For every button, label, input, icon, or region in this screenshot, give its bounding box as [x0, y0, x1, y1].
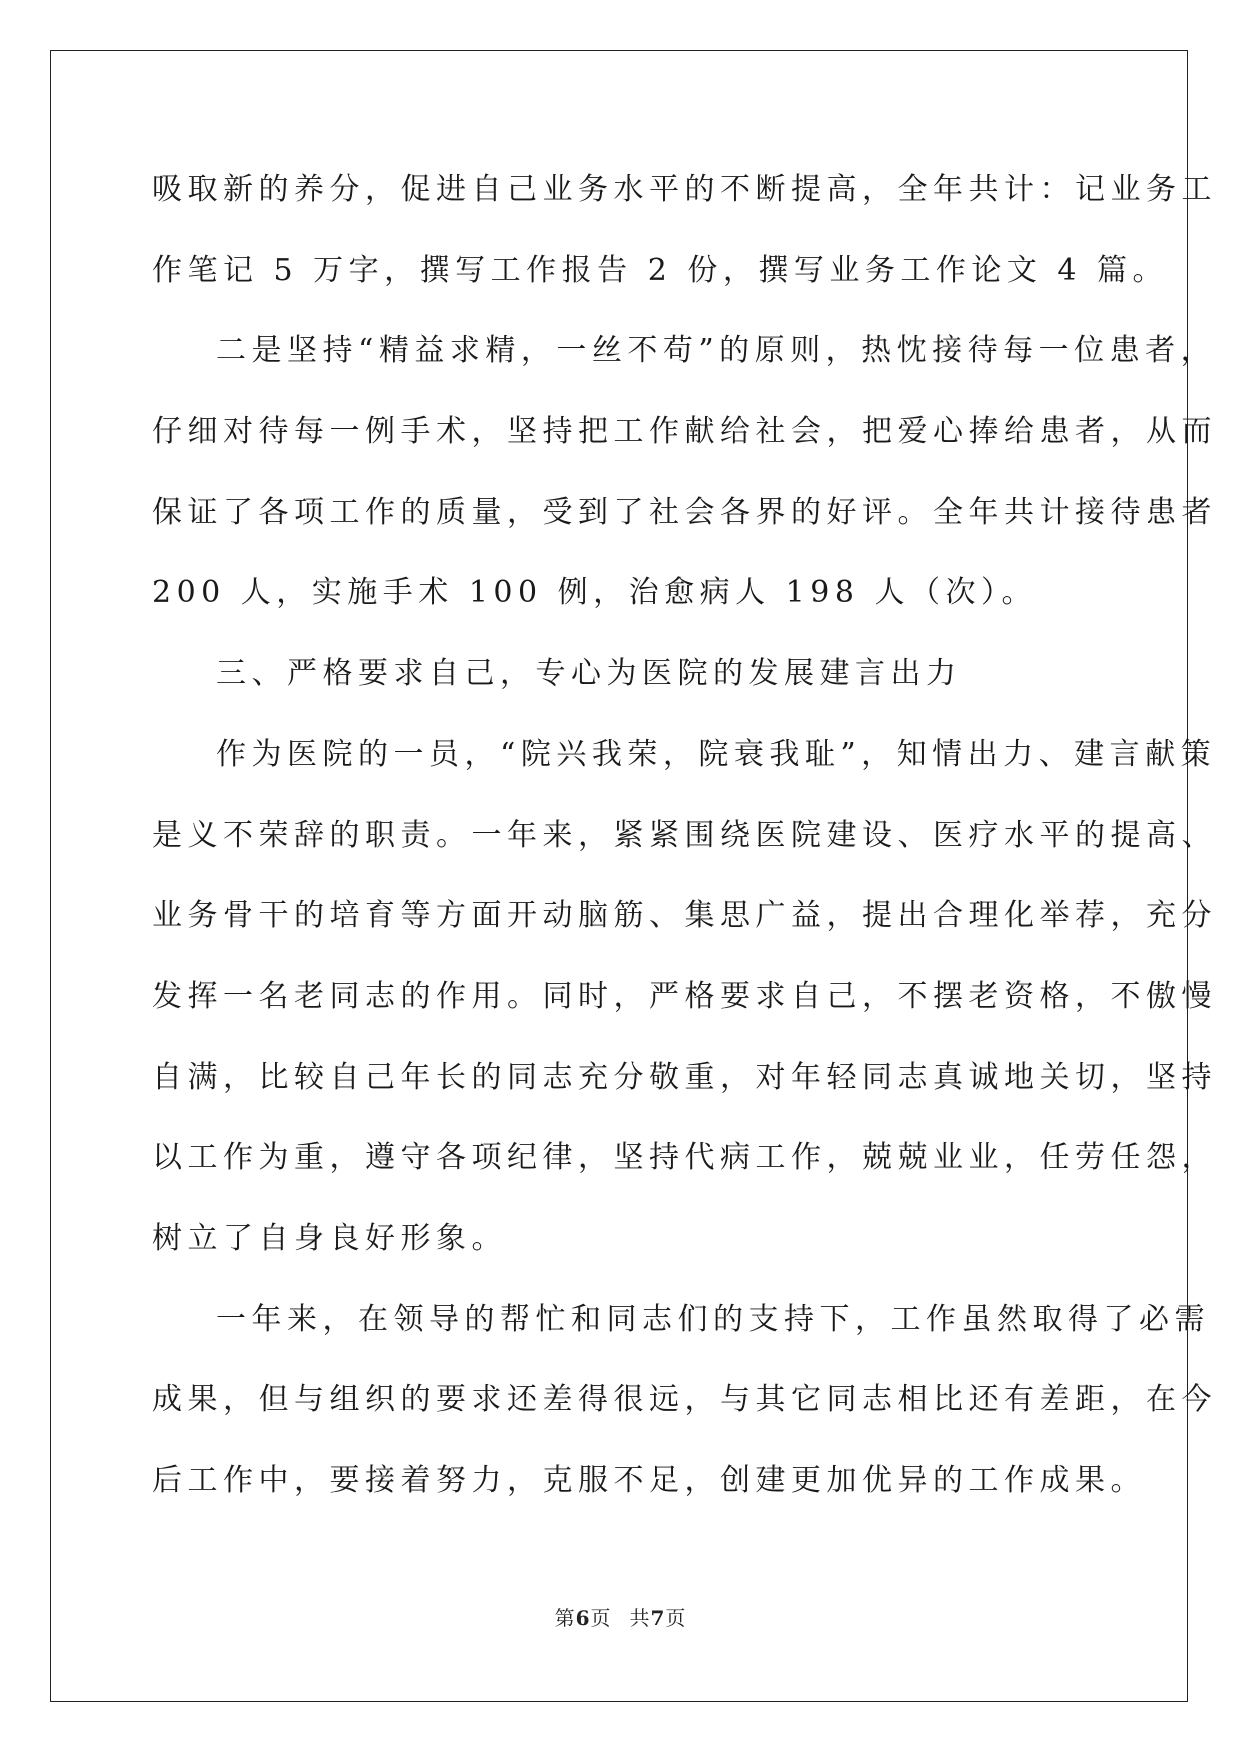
document-body: [152, 150, 1217, 1522]
text-line: 200 人，实施手术 100 例，治愈病人 198 人（次）。: [152, 575, 1037, 611]
page-current: 6: [575, 1606, 591, 1630]
text-line: 一年来，在领导的帮忙和同志们的支持下，工作虽然取得了必需: [216, 1301, 1210, 1337]
text-line: 保证了各项工作的质量，受到了社会各界的好评。全年共计接待患者: [152, 494, 1217, 530]
total-prefix: 共: [629, 1606, 651, 1630]
section-heading: 三、严格要求自己，专心为医院的发展建言出力: [216, 656, 962, 692]
total-unit: 页: [665, 1606, 687, 1630]
text-line: 自满，比较自己年长的同志充分敬重，对年轻同志真诚地关切，坚持: [152, 1059, 1217, 1095]
page-footer: [0, 1602, 1241, 1631]
text-line: 树立了自身良好形象。: [152, 1220, 507, 1256]
text-line: 二是坚持“精益求精，一丝不苟”的原则，热忱接待每一位患者，: [216, 333, 1217, 369]
page-total: 7: [650, 1606, 666, 1630]
text-line: 仔细对待每一例手术，坚持把工作献给社会，把爱心捧给患者，从而: [152, 414, 1217, 450]
text-line: 是义不荣辞的职责。一年来，紧紧围绕医院建设、医疗水平的提高、: [152, 817, 1217, 853]
text-line: 以工作为重，遵守各项纪律，坚持代病工作，兢兢业业，任劳任怨，: [152, 1140, 1217, 1176]
text-line: 业务骨干的培育等方面开动脑筋、集思广益，提出合理化举荐，充分: [152, 898, 1217, 934]
text-line: 后工作中，要接着努力，克服不足，创建更加优异的工作成果。: [152, 1463, 1146, 1498]
page-unit: 页: [590, 1606, 612, 1630]
text-line: 吸取新的养分，促进自己业务水平的不断提高，全年共计：记业务工: [152, 172, 1217, 207]
text-line: 作为医院的一员，“院兴我荣，院衰我耻”，知情出力、建言献策: [216, 736, 1217, 772]
page-prefix: 第: [554, 1606, 576, 1630]
text-line: 成果，但与组织的要求还差得很远，与其它同志相比还有差距，在今: [152, 1382, 1217, 1418]
text-line: 发挥一名老同志的作用。同时，严格要求自己，不摆老资格，不傲慢: [152, 978, 1217, 1014]
text-line: 作笔记 5 万字，撰写工作报告 2 份，撰写业务工作论文 4 篇。: [152, 252, 1168, 288]
